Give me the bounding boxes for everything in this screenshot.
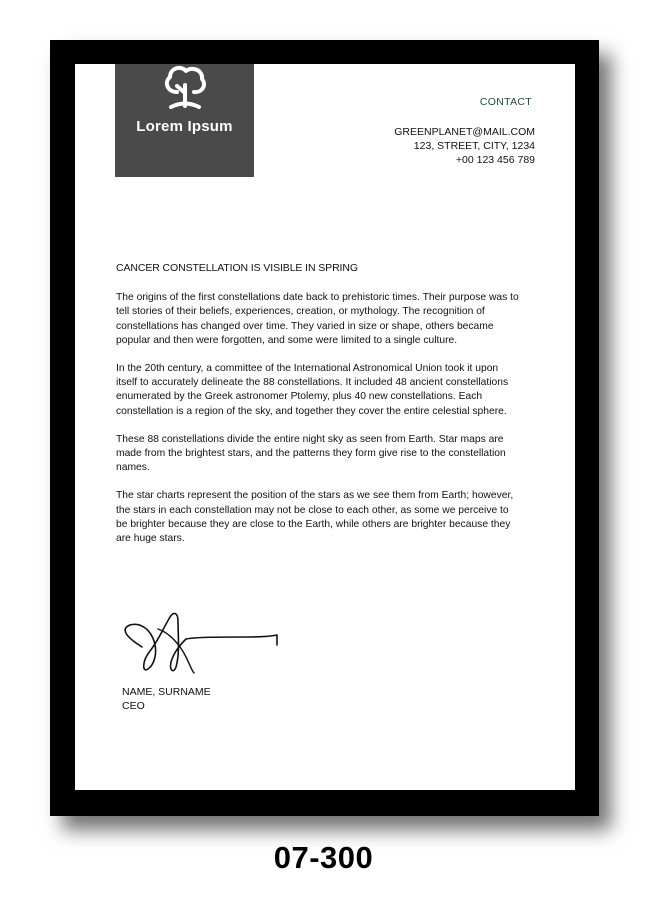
body-paragraph: In the 20th century, a committee of the International Astronomical Union took it upon itself to accurately delineate the 88 constellations. It included 48 ancient constellations enumerated by the Greek astronomer Ptolemy, plus 40 new constellations. Each constellation is a region of the sky, and together they cover the entire celestial sphere. [116,363,509,417]
letter-page [75,64,575,790]
product-code: 07-300 [273,840,374,875]
brand-name: Lorem Ipsum [136,118,233,135]
signer-title: CEO [122,700,145,712]
tree-icon [160,64,210,112]
contact-heading: CONTACT [479,96,532,108]
signature-image [120,607,285,682]
letter-body [116,261,521,560]
signer-block [122,685,211,713]
contact-block [394,125,535,167]
contact-phone: +00 123 456 789 [455,154,535,166]
body-paragraph: The star charts represent the position of the stars as we see them from Earth; however, the stars in each constellation may not be close to each other, as some we perceive to be brighter because they are close to the Earth, while others are brighter because they are huge stars. [116,490,514,545]
letter-subject: CANCER CONSTELLATION IS VISIBLE IN SPRING [116,262,358,274]
contact-email: GREENPLANET@MAIL.COM [394,126,535,138]
logo-box [115,64,254,177]
body-paragraph: These 88 constellations divide the entire night sky as seen from Earth. Star maps are made from the brightest stars, and the patterns they form give rise to the constellation names. [116,433,506,474]
body-paragraph: The origins of the first constellations date back to prehistoric times. Their purpose was to tell stories of their beliefs, experiences, creation, or mythology. The recognition of constellations has changed over time. They varied in size or shape, others became popular and then were forgotten, and some were limited to a single culture. [116,292,519,346]
contact-address: 123, STREET, CITY, 1234 [413,140,535,152]
signer-name: NAME, SURNAME [122,686,211,698]
